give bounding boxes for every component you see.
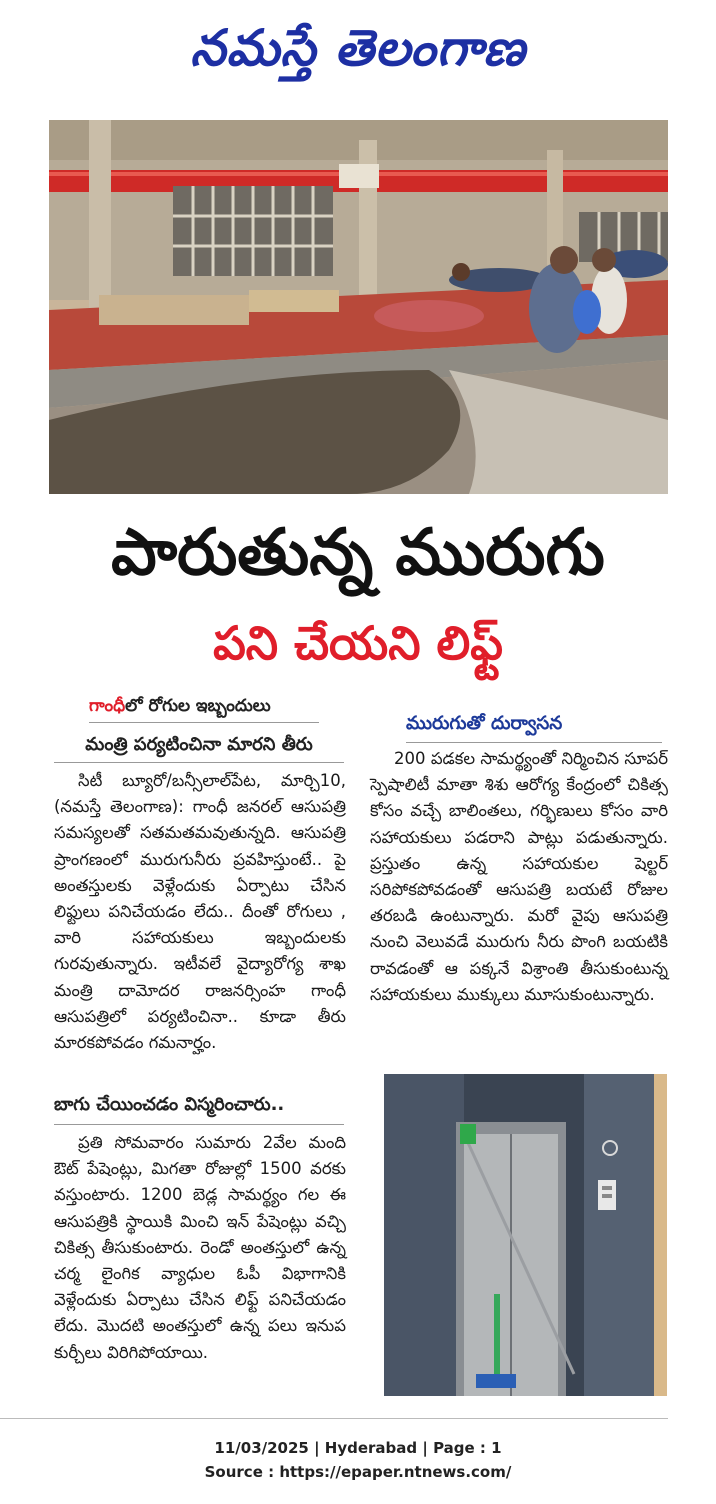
article-paragraph: ప్రతి సోమవారం సుమారు 2వేల మంది ఔట్ పేషెంట్లు, మిగతా రోజుల్లో 1500 వరకు వస్తుంటారు. 1200 బెడ్ల సామర్థ్యం గల ఈ ఆసుపత్రికి స్థాయికి మించి ఇన్ పేషెంట్లు వచ్చి చికిత్స తీసుకుంటారు. రెండో అంతస్తులో ఉన్న చర్మ లైంగిక వ్యాధుల ఓపీ విభాగానికి వెళ్లేందుకు ఏర్పాటు చేసిన లిఫ్ట్ పనిచేయడం లేదు. మొదటి అంతస్తులో ఉన్న పలు ఇనుప కుర్చీలు విరిగిపోయాయి.: [54, 1133, 346, 1362]
footer-source-line: Source : https://epaper.ntnews.com/: [204, 1463, 512, 1481]
newspaper-name: నమస్తే తెలంగాణ: [190, 19, 526, 77]
article-paragraph: సిటీ బ్యూరో/బన్సీలాల్‌పేట, మార్చి10, (నమస్తే తెలంగాణ): గాంధీ జనరల్ ఆసుపత్రి సమస్యలతో సతమతమవుతున్నది. ఆసుపత్రి ప్రాంగణంలో మురుగునీరు ప్రవహిస్తుంటే.. పై అంతస్తులకు వెళ్లేందుకు ఏర్పాటు చేసిన లిఫ్టులు పనిచేయడం లేదు.. దీంతో రోగులు , వారి సహాయకులు ఇబ్బందులకు గురవుతున్నారు. ఇటీవలే వైద్యారోగ్య శాఖ మంత్రి దామోదర రాజనర్సింహ గాంధీ ఆసుపత్రిలో పర్యటించినా.. కూడా తీరు మారకపోవడం గమనార్హం.: [54, 771, 346, 1053]
masthead: [0, 0, 716, 100]
article-paragraph: 200 పడకల సామర్థ్యంతో నిర్మించిన సూపర్ స్పెషాలిటీ మాతా శిశు ఆరోగ్య కేంద్రంలో చికిత్స కోసం వచ్చే బాలింతలు, గర్భిణులు కోసం వారి సహాయకులు పడరాని పాట్లు పడుతున్నారు. ప్రస్తుతం ఉన్న సహాయకుల షెల్టర్ సరిపోకపోవడంతో ఆసుపత్రి బయటే రోజుల తరబడి ఉంటున్నారు. మరో వైపు ఆసుపత్రి నుంచి వెలువడే మురుగు నీరు పొంగి బయటికి రావడంతో ఆ పక్కనే విశ్రాంతి తీసుకుంటున్న సహాయకులు ముక్కులు మూసుకుంటున్నారు.: [370, 749, 668, 1004]
hospital-courtyard-photo: [49, 120, 668, 494]
subheadline: పని చేయని లిఫ్ట్: [213, 616, 503, 670]
footer-divider: [0, 1418, 668, 1419]
footer-date-line: 11/03/2025 | Hyderabad | Page : 1: [214, 1439, 502, 1457]
deck: మంత్రి పర్యటించినా మారని తీరు: [54, 732, 344, 763]
headline: పారుతున్న మురుగు: [111, 516, 605, 590]
lift-photo: [384, 1074, 667, 1396]
sidebar-heading: మురుగుతో దుర్వాసన: [406, 710, 662, 743]
footer: [0, 1436, 716, 1484]
kicker-highlight: గాంధీ: [89, 696, 126, 716]
kicker-text: లో రోగుల ఇబ్బందులు: [125, 696, 271, 716]
section-subhead: బాగు చేయించడం విస్మరించారు..: [54, 1092, 344, 1125]
article-column-1: [54, 768, 346, 1056]
article-column-2: [370, 746, 668, 1008]
article-column-1b: [54, 1130, 346, 1366]
kicker: [89, 694, 319, 723]
